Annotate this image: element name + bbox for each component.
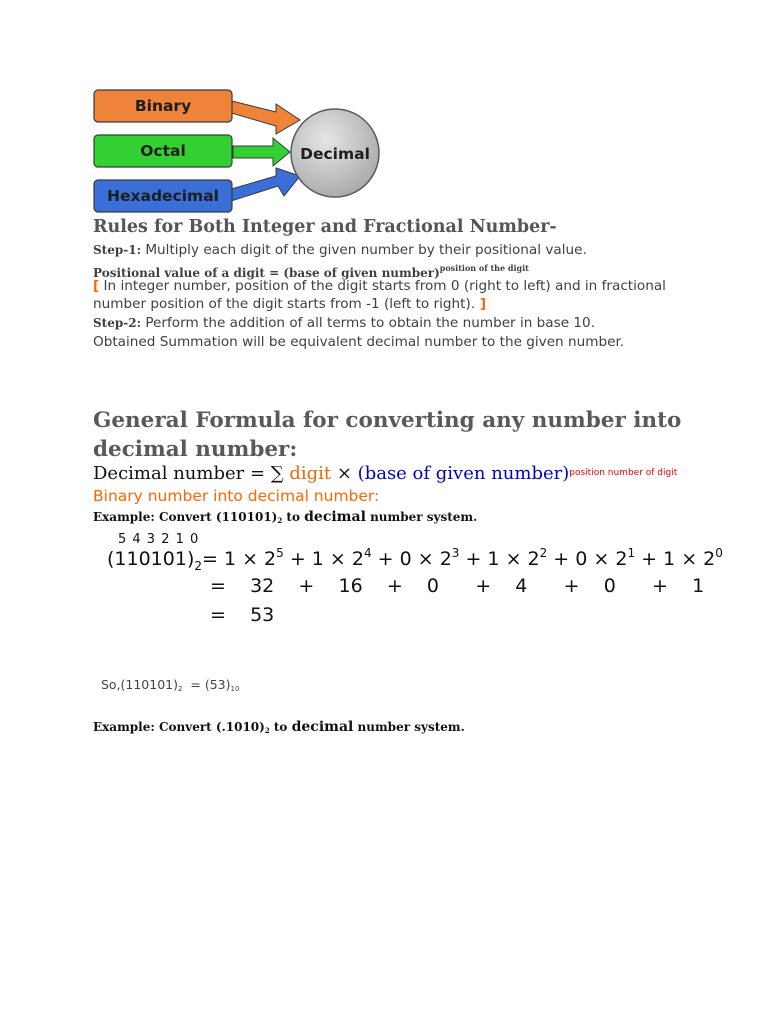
eq1-term-2: + 1 × 2: [459, 548, 540, 570]
formula-position-note: position number of digit: [569, 468, 678, 478]
binary-label: Binary: [134, 97, 192, 115]
example2-prefix: Example: Convert (.1010): [93, 720, 265, 734]
example2-decimal: decimal: [291, 719, 354, 735]
so-sub-2: 2: [177, 685, 183, 693]
octal-arrow: [233, 138, 290, 166]
example2-line: [93, 719, 465, 735]
eq1-lhs-sub: 2: [194, 559, 202, 573]
general-formula: [93, 463, 677, 484]
eq1-term-0: + 1 × 2: [635, 548, 716, 570]
hexadecimal-label: Hexadecimal: [107, 187, 219, 205]
example2-sub: 2: [264, 726, 270, 735]
example1-sub: 2: [277, 516, 283, 525]
equation-line-3: = 53: [210, 604, 275, 626]
octal-label: Octal: [140, 142, 186, 160]
eq1-exp-1: 1: [627, 546, 636, 560]
so-sub-10: 10: [230, 685, 240, 693]
eq1-lhs: (110101): [107, 548, 195, 570]
formula-times: ×: [331, 463, 358, 484]
eq1-exp-0: 0: [715, 546, 723, 560]
example2-to: to: [269, 720, 292, 734]
note-line-1: [93, 277, 666, 296]
example1-suffix: number system.: [365, 510, 478, 524]
formula-heading-1: General Formula for converting any number into: [93, 408, 682, 433]
eq1-exp-5: 5: [276, 546, 284, 560]
bracket-open: [: [93, 278, 100, 294]
number-systems-diagram: [88, 84, 388, 219]
step2-line: [93, 314, 595, 333]
eq1-exp-3: 3: [451, 546, 460, 560]
positional-value-sup: position of the digit: [439, 263, 529, 273]
bracket-close: ]: [475, 296, 487, 312]
note-text-2: number position of the digit starts from -1 (left to right).: [93, 296, 476, 312]
eq1-term-4: + 1 × 2: [283, 548, 364, 570]
formula-digit: digit: [289, 463, 332, 484]
eq1-term-3: + 0 × 2: [371, 548, 452, 570]
step2-text: Perform the addition of all terms to obtain the number in base 10.: [141, 315, 596, 331]
note-line-2: [93, 295, 486, 314]
so-prefix: So,(110101): [100, 677, 178, 692]
formula-base: (base of given number): [357, 463, 570, 484]
so-mid: = (53): [182, 677, 231, 692]
hexadecimal-arrow: [228, 168, 300, 202]
binary-arrow: [228, 100, 300, 134]
formula-lhs: Decimal number = ∑: [93, 463, 290, 484]
equation-line-2: = 32 + 16 + 0 + 4 + 0 + 1: [210, 575, 705, 597]
binary-section-heading: Binary number into decimal number:: [93, 487, 380, 505]
example2-suffix: number system.: [353, 720, 465, 734]
step1-label: Step-1:: [93, 243, 141, 257]
example1-decimal: decimal: [304, 509, 366, 525]
step1-line: [93, 241, 587, 260]
step2-label: Step-2:: [93, 316, 141, 330]
example1-prefix: Example: Convert (110101): [93, 510, 278, 524]
eq1-term-1: + 0 × 2: [547, 548, 628, 570]
step2-line-2: Obtained Summation will be equivalent decimal number to the given number.: [93, 334, 625, 350]
example1-to: to: [282, 510, 305, 524]
note-text-1: In integer number, position of the digit starts from 0 (right to left) and in fractional: [99, 278, 666, 294]
example1-line: [93, 509, 477, 525]
equation-line-1: [107, 546, 723, 573]
digit-positions: 5 4 3 2 1 0: [118, 532, 200, 547]
formula-heading-2: decimal number:: [93, 437, 298, 462]
eq1-exp-2: 2: [539, 546, 548, 560]
positional-value-label: Positional value of a digit = (base of given number): [93, 266, 440, 280]
eq1-exp-4: 4: [363, 546, 372, 560]
rules-heading: Rules for Both Integer and Fractional Number-: [93, 217, 557, 237]
so-line: [93, 662, 239, 693]
decimal-label: Decimal: [300, 145, 370, 163]
step1-text: Multiply each digit of the given number by their positional value.: [141, 242, 587, 258]
eq1-rhs: = 1 × 2: [202, 548, 277, 570]
